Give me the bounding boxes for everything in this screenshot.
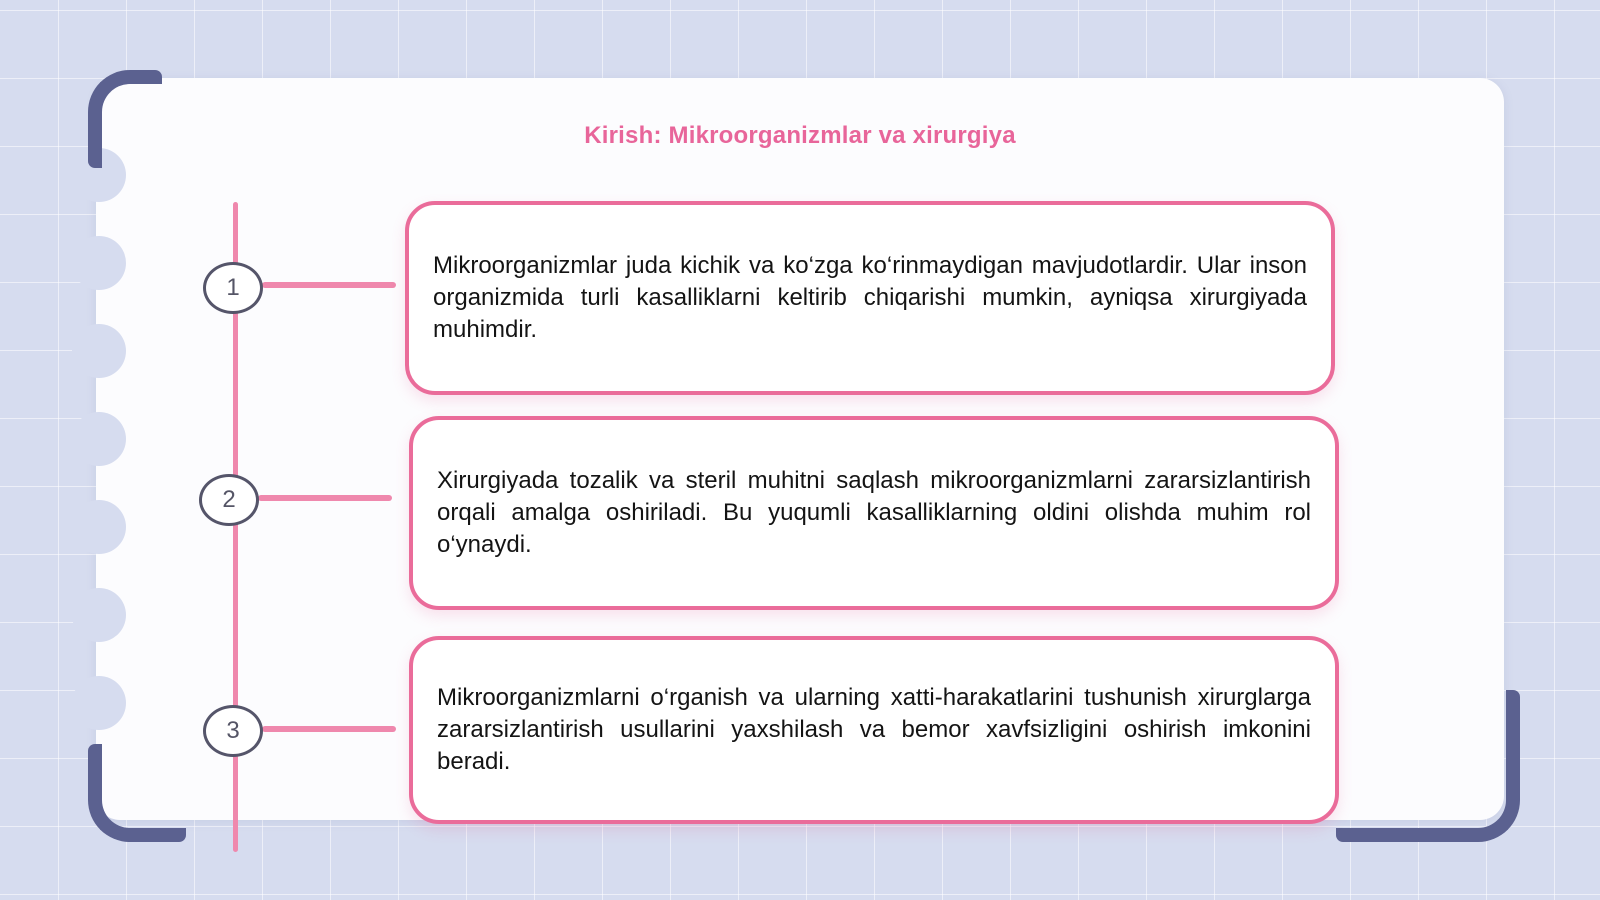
content-box-2: [409, 416, 1339, 610]
timeline-node-3: [203, 705, 263, 757]
timeline-node-1: [203, 262, 263, 314]
card-edge-scallop: [72, 412, 126, 466]
timeline-node-number: 3: [226, 717, 240, 744]
card-edge-scallop: [72, 588, 126, 642]
timeline-connector-2: [258, 495, 392, 501]
content-box-text: Mikroorganizmlarni o‘rganish va ularning xatti-harakatlarini tushunish xirurglarga zararsizlantirish usullarini yaxshilash va bemor xavfsizligini oshirish imkonini beradi.: [437, 684, 1311, 775]
slide-title: Kirish: Mikroorganizmlar va xirurgiya: [584, 122, 1016, 149]
content-box-3: [409, 636, 1339, 824]
content-box-text: Xirurgiyada tozalik va steril muhitni saqlash mikroorganizmlarni zararsizlantirish orqali amalga oshiriladi. Bu yuqumli kasalliklarning oldini olishda muhim rol o‘ynaydi.: [437, 467, 1311, 558]
content-box-1: [405, 201, 1335, 395]
timeline-connector-3: [262, 726, 396, 732]
timeline-connector-1: [262, 282, 396, 288]
frame-corner-top-left: [88, 70, 162, 168]
timeline-node-number: 1: [226, 274, 240, 301]
card-edge-scallop: [72, 676, 126, 730]
card-edge-scallop: [72, 236, 126, 290]
timeline-node-number: 2: [222, 486, 236, 513]
frame-corner-bottom-left: [88, 744, 186, 842]
timeline-node-2: [199, 474, 259, 526]
card-edge-scallop: [72, 500, 126, 554]
content-box-text: Mikroorganizmlar juda kichik va ko‘zga ko‘rinmaydigan mavjudotlardir. Ular inson organizmida turli kasalliklarni keltirib chiqarishi mumkin, ayniqsa xirurgiyada muhimdir.: [433, 252, 1307, 343]
frame-corner-bottom-right: [1336, 690, 1520, 842]
card-edge-scallop: [72, 324, 126, 378]
